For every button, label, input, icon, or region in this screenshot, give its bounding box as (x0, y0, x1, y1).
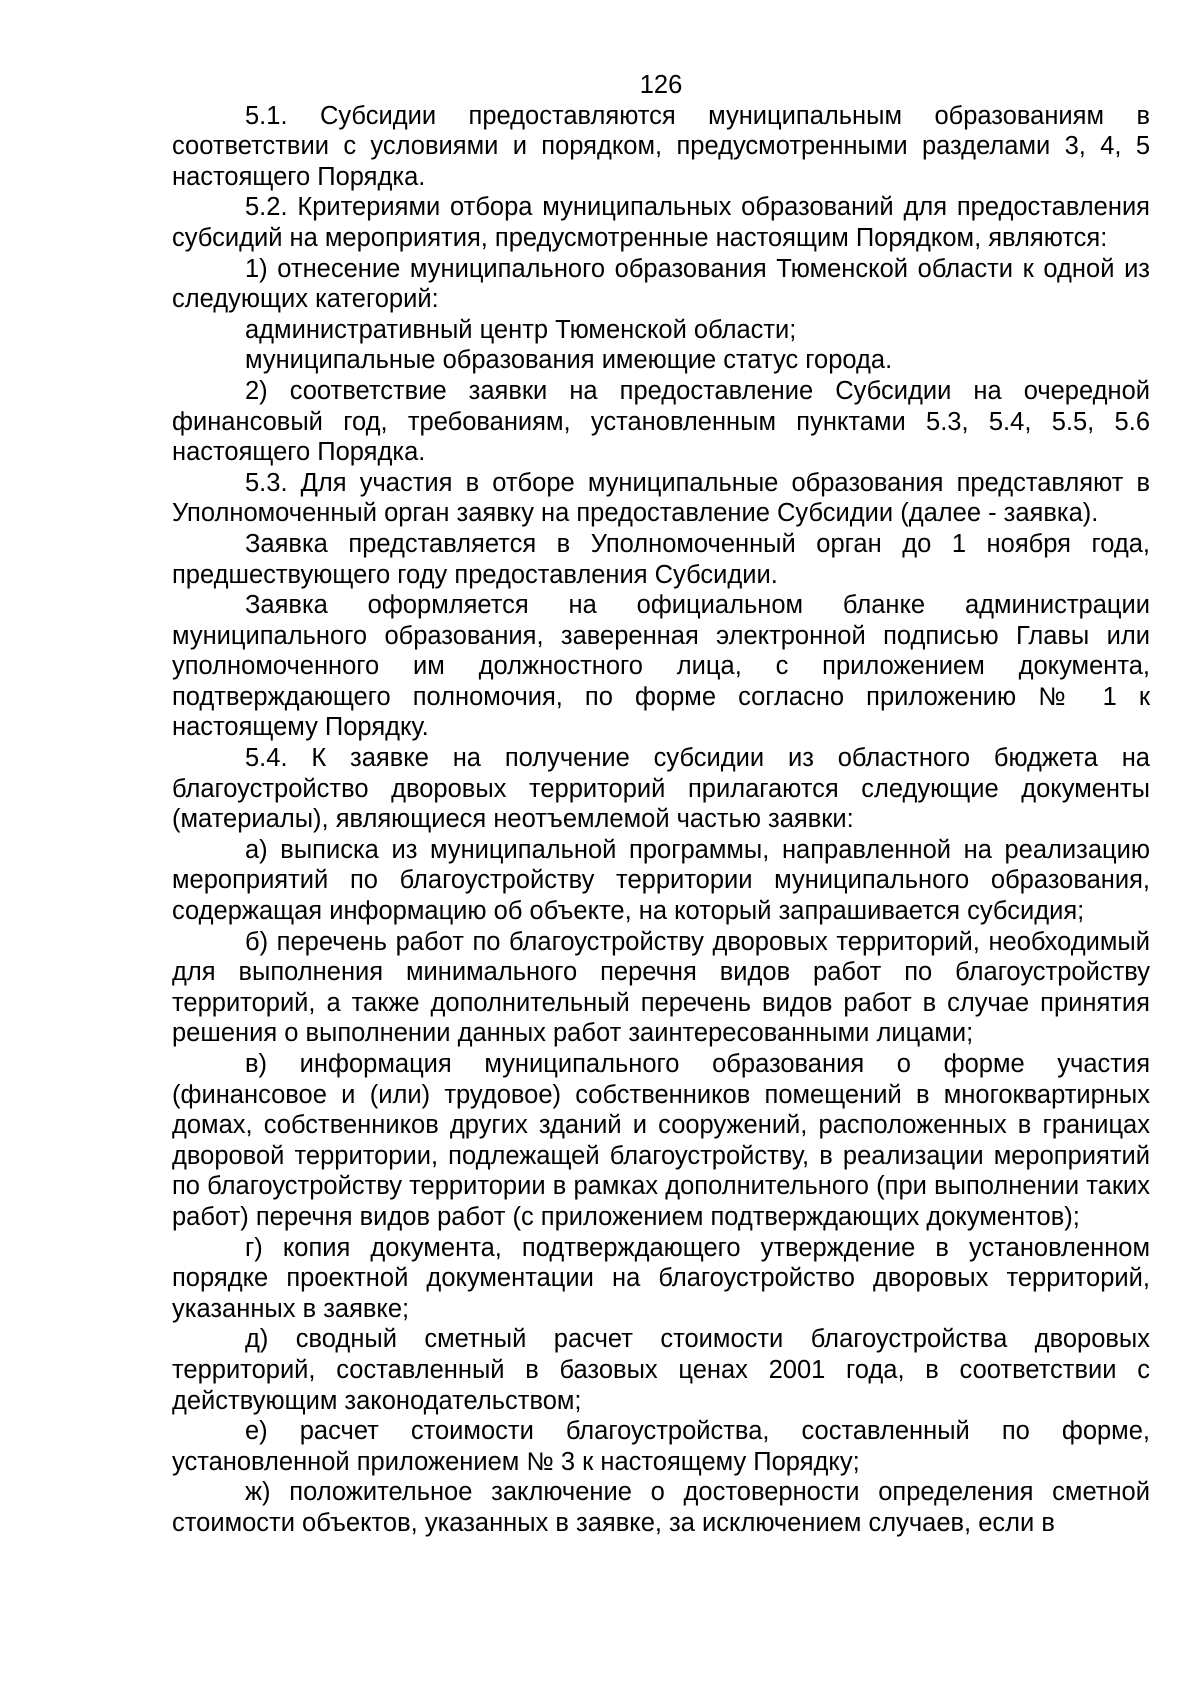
list-item-g: г) копия документа, подтверждающего утверждение в установленном порядке проектной документации на благоустройство дворовых территорий, указанных в заявке; (172, 1233, 1150, 1323)
list-item-v: в) информация муниципального образования о форме участия (финансовое и (или) трудовое) собственников помещений в многоквартирных домах, собственников других зданий и сооружений, расположенных в границах дворовой территории, подлежащей благоустройству, в реализации мероприятий по благоустройству территории в рамках дополнительного (при выполнении таких работ) перечня видов работ (с приложением подтверждающих документов); (172, 1050, 1150, 1231)
list-item-b: б) перечень работ по благоустройству дворовых территорий, необходимый для выполнения минимального перечня видов работ по благоустройству территорий, а также дополнительный перечень видов работ в случае принятия решения о выполнении данных работ заинтересованными лицами; (172, 927, 1150, 1048)
criterion-2: 2) соответствие заявки на предоставление Субсидии на очередной финансовый год, требованиям, установленным пунктами 5.3, 5.4, 5.5, 5.6 настоящего Порядка. (172, 376, 1150, 467)
page-number: 126 (639, 71, 683, 99)
paragraph-application-deadline: Заявка представляется в Уполномоченный орган до 1 ноября года, предшествующего году предоставления Субсидии. (172, 529, 1150, 589)
list-item-d: д) сводный сметный расчет стоимости благоустройства дворовых территорий, составленный в базовых ценах 2001 года, в соответствии с действующим законодательством; (172, 1325, 1150, 1415)
list-item-e: е) расчет стоимости благоустройства, составленный по форме, установленной приложением № 3 к настоящему Порядку; (172, 1417, 1150, 1476)
paragraph-5-3: 5.3. Для участия в отборе муниципальные образования представляют в Уполномоченный орган заявку на предоставление Субсидии (далее - заявка). (172, 468, 1150, 528)
category-city-status: муниципальные образования имеющие статус города. (245, 346, 893, 375)
paragraph-5-2: 5.2. Критериями отбора муниципальных образований для предоставления субсидий на мероприятия, предусмотренные настоящим Порядком, являются: (172, 193, 1150, 252)
criterion-1: 1) отнесение муниципального образования Тюменской области к одной из следующих категорий: (172, 254, 1150, 314)
paragraph-application-form: Заявка оформляется на официальном бланке администрации муниципального образования, заверенная электронной подписью Главы или уполномоченного им должностного лица, с приложением документа, подтверждающего полномочия, по форме согласно приложению № 1 к настоящему Порядку. (172, 591, 1150, 742)
category-admin-center: административный центр Тюменской области; (245, 315, 797, 344)
list-item-zh: ж) положительное заключение о достоверности определения сметной стоимости объектов, указанных в заявке, за исключением случаев, если в (172, 1478, 1150, 1537)
paragraph-5-4: 5.4. К заявке на получение субсидии из областного бюджета на благоустройство дворовых территорий прилагаются следующие документы (материалы), являющиеся неотъемлемой частью заявки: (172, 744, 1150, 834)
document-page (172, 70, 1150, 1539)
paragraph-5-1: 5.1. Субсидии предоставляются муниципальным образованиям в соответствии с условиями и порядком, предусмотренными разделами 3, 4, 5 настоящего Порядка. (172, 101, 1150, 191)
list-item-a: а) выписка из муниципальной программы, направленной на реализацию мероприятий по благоустройству территории муниципального образования, содержащая информацию об объекте, на который запрашивается субсидия; (172, 835, 1150, 926)
